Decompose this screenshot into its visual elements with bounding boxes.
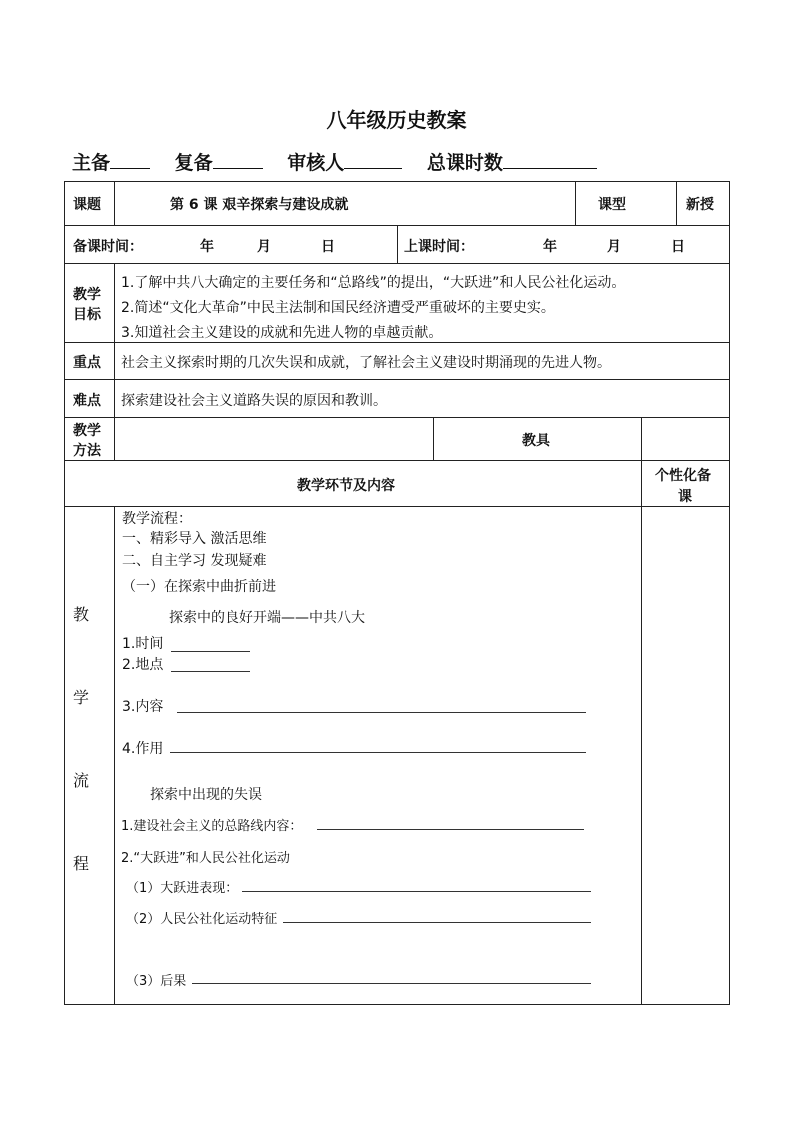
process-line: （一）在探索中曲折前进 (122, 579, 276, 595)
col-divider (114, 506, 115, 1004)
row-divider (64, 417, 730, 418)
fill-blank-effect[interactable] (170, 752, 586, 753)
topic-value: 第 6 课 艰辛探索与建设成就 (170, 197, 349, 213)
col-divider (114, 263, 115, 460)
row-divider (64, 460, 730, 461)
process-side-char: 程 (73, 854, 90, 873)
goals-label-2: 目标 (73, 307, 101, 323)
process-line: 二、自主学习 发现疑难 (122, 553, 267, 569)
col-divider (433, 417, 434, 460)
fubei-blank[interactable] (213, 150, 263, 169)
zongke-label: 总课时数 (426, 152, 503, 174)
row-divider (64, 379, 730, 380)
fill-blank-time[interactable] (171, 651, 250, 652)
teach-time-label: 上课时间： (404, 239, 474, 255)
fill-blank-content[interactable] (177, 712, 586, 713)
process-side-char: 流 (73, 771, 90, 790)
table-border-bottom (64, 1004, 730, 1005)
tools-label: 教具 (522, 433, 550, 449)
teach-month: 月 (607, 239, 621, 255)
col-divider (641, 460, 642, 1004)
fill-label-leap: （1）大跃进表现： (126, 881, 239, 896)
goal-item: 3.知道社会主义建设的成就和先进人物的卓越贡献。 (121, 325, 443, 341)
teach-day: 日 (671, 239, 685, 255)
meta-line (72, 148, 615, 175)
col-divider (575, 181, 576, 225)
zhubei-blank[interactable] (110, 150, 150, 169)
fill-label-time: 1.时间 (122, 636, 164, 652)
table-border-top (64, 181, 730, 182)
prep-year: 年 (200, 239, 214, 255)
col-divider (641, 417, 642, 460)
prep-month: 月 (257, 239, 271, 255)
prep-day: 日 (321, 239, 335, 255)
fill-blank-result[interactable] (192, 983, 591, 984)
row-divider (64, 342, 730, 343)
goals-label-1: 教学 (73, 287, 101, 303)
col-divider (676, 181, 677, 225)
prep-time-label: 备课时间： (73, 239, 143, 255)
key-point-label: 重点 (73, 355, 101, 371)
teach-year: 年 (543, 239, 557, 255)
col-divider (397, 225, 398, 263)
row-divider (64, 263, 730, 264)
page-title: 八年级历史教案 (326, 108, 467, 132)
fill-label-result: （3）后果 (126, 974, 187, 989)
difficulty-label: 难点 (73, 393, 101, 409)
fill-label-commune: （2）人民公社化运动特征 (126, 912, 278, 927)
lesson-type-value: 新授 (686, 197, 714, 213)
personal-prep-header-1: 个性化备 (655, 468, 711, 484)
method-label-1: 教学 (73, 423, 101, 439)
process-side-char: 教 (73, 605, 90, 624)
goal-item: 1.了解中共八大确定的主要任务和“总路线”的提出，“大跃进”和人民公社化运动。 (121, 275, 626, 291)
difficulty-value: 探索建设社会主义道路失误的原因和教训。 (121, 393, 387, 409)
fill-label-place: 2.地点 (122, 657, 164, 673)
fill-blank-commune[interactable] (283, 922, 591, 923)
process-side-char: 学 (73, 688, 90, 707)
process-content-header: 教学环节及内容 (297, 478, 395, 494)
shenhe-label: 审核人 (287, 152, 345, 174)
topic-label: 课题 (73, 197, 101, 213)
col-divider (114, 181, 115, 225)
fill-label-effect: 4.作用 (122, 741, 164, 757)
fill-blank-place[interactable] (171, 671, 250, 672)
process-line: 教学流程： (122, 511, 192, 527)
table-border-left (64, 181, 65, 1005)
personal-prep-header-2: 课 (678, 489, 692, 505)
fubei-label: 复备 (174, 152, 213, 174)
shenhe-blank[interactable] (344, 150, 402, 169)
fill-label-general-line: 1.建设社会主义的总路线内容： (121, 819, 303, 834)
fill-label-content: 3.内容 (122, 699, 164, 715)
process-line: 2.“大跃进”和人民公社化运动 (121, 851, 290, 866)
method-label-2: 方法 (73, 443, 101, 459)
zongke-blank[interactable] (503, 150, 597, 169)
fill-blank-general-line[interactable] (317, 829, 584, 830)
goal-item: 2.简述“文化大革命”中民主法制和国民经济遭受严重破坏的主要史实。 (121, 300, 555, 316)
process-subheading: 探索中的良好开端——中共八大 (169, 610, 365, 626)
table-border-right (729, 181, 730, 1005)
fill-blank-leap[interactable] (242, 891, 591, 892)
process-line: 一、精彩导入 激活思维 (122, 531, 267, 547)
lesson-type-label: 课型 (598, 197, 626, 213)
process-subheading: 探索中出现的失误 (150, 787, 262, 803)
row-divider (64, 506, 730, 507)
zhubei-label: 主备 (72, 152, 111, 174)
key-point-value: 社会主义探索时期的几次失误和成就，了解社会主义建设时期涌现的先进人物。 (121, 355, 611, 371)
